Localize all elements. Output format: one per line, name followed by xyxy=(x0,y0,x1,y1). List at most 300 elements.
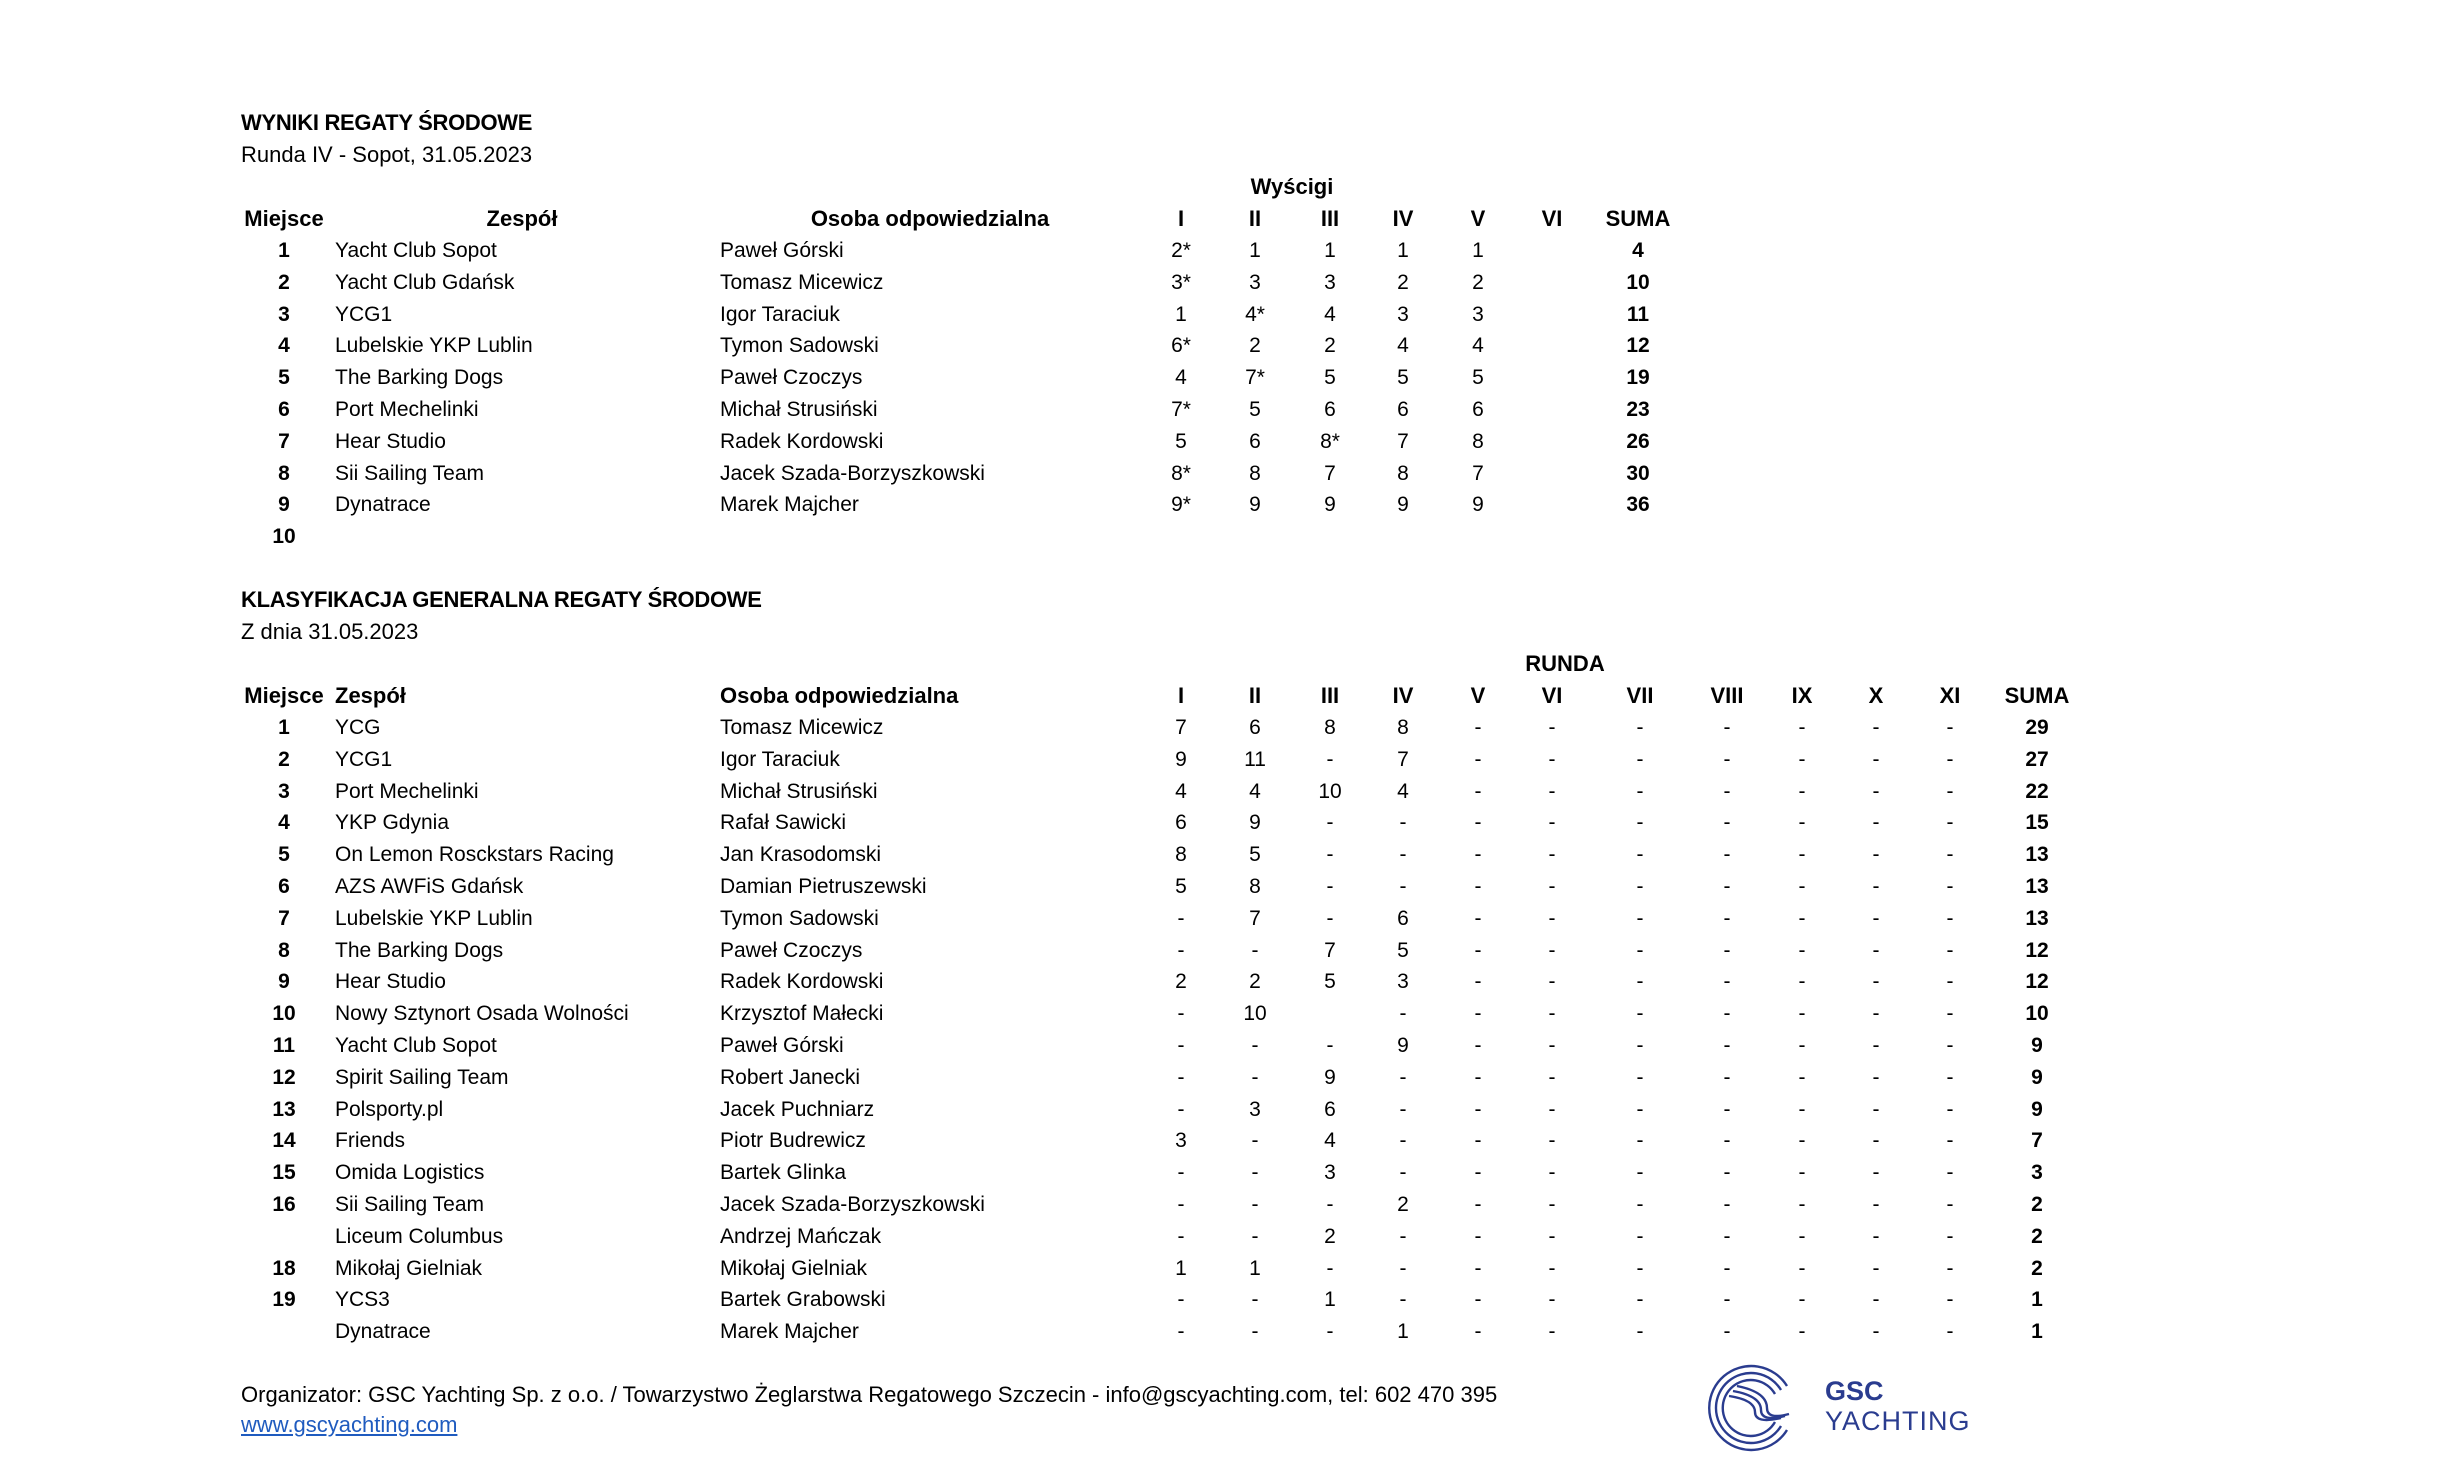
round-score-cell: - xyxy=(1399,843,1407,867)
sum-cell: 13 xyxy=(2025,906,2049,930)
round-score-cell: - xyxy=(1474,1002,1482,1026)
place-cell: 10 xyxy=(272,525,296,549)
round-score-cell: - xyxy=(1474,716,1482,739)
round-score-cell: - xyxy=(1548,1129,1556,1153)
place-cell: 3 xyxy=(278,779,290,803)
person-cell: Igor Taraciuk xyxy=(720,747,840,771)
col-header-team: Zespół xyxy=(486,206,558,231)
col-header-race: I xyxy=(1177,206,1185,231)
person-cell: Tymon Sadowski xyxy=(720,334,879,358)
race-score-cell: 1 xyxy=(1175,302,1187,326)
round-score-cell: - xyxy=(1723,747,1731,771)
round-score-cell: - xyxy=(1548,875,1556,898)
round-score-cell: - xyxy=(1474,1129,1482,1153)
round-score-cell: - xyxy=(1723,1193,1731,1216)
round-score-cell: - xyxy=(1177,1288,1185,1312)
round-score-cell: - xyxy=(1251,938,1259,962)
round-score-cell: 9 xyxy=(1175,747,1187,771)
col-header-round: III xyxy=(1320,683,1340,708)
round-score-cell: - xyxy=(1946,843,1954,867)
round-score-cell: 5 xyxy=(1397,938,1409,962)
round-score-cell: - xyxy=(1946,1320,1954,1344)
place-cell: 8 xyxy=(278,938,290,962)
logo-text-yachting: YACHTING xyxy=(1825,1406,1971,1436)
sum-cell: 10 xyxy=(1626,270,1650,294)
round-score-cell: - xyxy=(1548,1256,1556,1280)
round-score-cell: - xyxy=(1548,747,1556,771)
team-cell: Port Mechelinki xyxy=(335,398,479,421)
round-score-cell: - xyxy=(1636,1034,1644,1057)
round-score-cell: - xyxy=(1177,1161,1185,1185)
round-score-cell: - xyxy=(1177,1097,1185,1121)
team-cell: Dynatrace xyxy=(335,1320,431,1344)
round-score-cell: - xyxy=(1177,938,1185,962)
round-score-cell: 1 xyxy=(1324,1288,1336,1312)
place-cell: 7 xyxy=(278,429,290,453)
round-score-cell: - xyxy=(1474,1161,1482,1185)
round-score-cell: 11 xyxy=(1244,747,1266,771)
sum-cell: 26 xyxy=(1626,429,1650,453)
place-cell: 8 xyxy=(278,461,290,485)
round-score-cell: - xyxy=(1872,1193,1880,1216)
round-score-cell: - xyxy=(1326,1320,1334,1344)
race-score-cell: 7* xyxy=(1171,398,1191,421)
round-score-cell: - xyxy=(1636,747,1644,771)
round-score-cell: - xyxy=(1548,906,1556,930)
round-score-cell: - xyxy=(1636,1193,1644,1216)
round-score-cell: - xyxy=(1548,970,1556,994)
round-score-cell: - xyxy=(1872,843,1880,867)
sum-cell: 12 xyxy=(2025,970,2049,994)
round-score-cell: - xyxy=(1636,1161,1644,1185)
round-score-cell: - xyxy=(1636,875,1644,898)
round-score-cell: - xyxy=(1798,811,1806,835)
race-score-cell: 5 xyxy=(1397,366,1409,390)
sum-cell: 9 xyxy=(2031,1097,2043,1121)
round-score-cell: 7 xyxy=(1397,747,1409,771)
col-header-round: XI xyxy=(1939,683,1961,708)
person-cell: Jan Krasodomski xyxy=(720,843,882,867)
round-score-cell: 4 xyxy=(1324,1129,1336,1153)
team-cell: YCS3 xyxy=(335,1288,390,1312)
round-score-cell: - xyxy=(1636,779,1644,803)
round-score-cell: - xyxy=(1636,1065,1644,1089)
round-score-cell: - xyxy=(1474,1288,1482,1312)
round-score-cell: - xyxy=(1798,1129,1806,1153)
race-score-cell: 2 xyxy=(1249,334,1261,358)
round-score-cell: 6 xyxy=(1324,1097,1336,1121)
sum-cell: 2 xyxy=(2031,1193,2043,1216)
round-score-cell: - xyxy=(1946,875,1954,898)
round-score-cell: 1 xyxy=(1175,1256,1187,1280)
place-cell: 2 xyxy=(278,270,290,294)
race-score-cell: 8 xyxy=(1472,429,1484,453)
round-score-cell: - xyxy=(1251,1320,1259,1344)
sum-cell: 2 xyxy=(2031,1224,2043,1248)
person-cell: Radek Kordowski xyxy=(720,429,884,453)
round-score-cell: - xyxy=(1946,1256,1954,1280)
round-score-cell: - xyxy=(1798,1193,1806,1216)
sum-cell: 1 xyxy=(2031,1320,2043,1344)
round-score-cell: - xyxy=(1177,1002,1185,1026)
race-score-cell: 4* xyxy=(1245,302,1265,326)
round-score-cell: - xyxy=(1548,1065,1556,1089)
place-cell: 11 xyxy=(272,1034,296,1057)
round-score-cell: - xyxy=(1326,875,1334,898)
team-cell: YCG1 xyxy=(335,302,393,326)
sum-cell: 1 xyxy=(2031,1288,2043,1312)
col-header-round: IX xyxy=(1791,683,1813,708)
round-score-cell: - xyxy=(1798,970,1806,994)
round-score-cell: - xyxy=(1798,1320,1806,1344)
race-score-cell: 6* xyxy=(1171,334,1191,358)
col-header-round: VI xyxy=(1541,683,1563,708)
rounds-group-header: RUNDA xyxy=(1525,651,1605,676)
round-score-cell: - xyxy=(1872,1320,1880,1344)
round-score-cell: - xyxy=(1872,970,1880,994)
team-cell: Lubelskie YKP Lublin xyxy=(335,334,533,358)
round-score-cell: 5 xyxy=(1175,875,1187,898)
sum-cell: 4 xyxy=(1632,239,1644,262)
place-cell: 14 xyxy=(272,1129,296,1153)
round-score-cell: - xyxy=(1723,1161,1731,1185)
round-score-cell: - xyxy=(1723,843,1731,867)
round-score-cell: - xyxy=(1723,1129,1731,1153)
race-score-cell: 3 xyxy=(1472,302,1484,326)
race-score-cell: 6 xyxy=(1324,398,1336,421)
race-score-cell: 5 xyxy=(1324,366,1336,390)
place-cell: 16 xyxy=(272,1193,296,1216)
round-score-cell: - xyxy=(1177,1320,1185,1344)
round-score-cell: - xyxy=(1636,970,1644,994)
round-score-cell: 3 xyxy=(1397,970,1409,994)
round-score-cell: - xyxy=(1723,811,1731,835)
person-cell: Mikołaj Gielniak xyxy=(720,1256,868,1280)
round-score-cell: - xyxy=(1399,1065,1407,1089)
team-cell: YCG xyxy=(335,716,381,739)
round-score-cell: - xyxy=(1798,1161,1806,1185)
round-score-cell: - xyxy=(1177,906,1185,930)
round-score-cell: - xyxy=(1548,1288,1556,1312)
round-score-cell: - xyxy=(1872,1129,1880,1153)
person-cell: Marek Majcher xyxy=(720,1320,859,1344)
round-score-cell: - xyxy=(1723,1224,1731,1248)
race-score-cell: 7 xyxy=(1397,429,1409,453)
round-score-cell: - xyxy=(1798,938,1806,962)
place-cell: 4 xyxy=(278,811,290,835)
race-score-cell: 9 xyxy=(1249,493,1261,517)
website-link[interactable]: www.gscyachting.com xyxy=(241,1412,458,1437)
round-score-cell: - xyxy=(1251,1065,1259,1089)
team-cell: Yacht Club Sopot xyxy=(335,1034,497,1057)
round-score-cell: 10 xyxy=(1243,1002,1267,1026)
team-cell: YKP Gdynia xyxy=(335,811,450,835)
round-score-cell: 8 xyxy=(1249,875,1261,898)
sum-cell: 9 xyxy=(2031,1034,2043,1057)
race-score-cell: 7 xyxy=(1324,461,1336,485)
race-score-cell: 7* xyxy=(1245,366,1265,390)
round-score-cell: - xyxy=(1723,1320,1731,1344)
round-score-cell: - xyxy=(1636,1002,1644,1026)
round-score-cell: - xyxy=(1798,843,1806,867)
person-cell: Robert Janecki xyxy=(720,1065,861,1089)
race-score-cell: 1 xyxy=(1472,239,1484,262)
round-score-cell: - xyxy=(1798,1034,1806,1057)
sum-cell: 30 xyxy=(1626,461,1650,485)
round-score-cell: - xyxy=(1798,779,1806,803)
team-cell: Sii Sailing Team xyxy=(335,1193,485,1216)
round-score-cell: 8 xyxy=(1324,716,1336,739)
round-score-cell: - xyxy=(1946,1002,1954,1026)
round-score-cell: - xyxy=(1636,906,1644,930)
round-score-cell: 5 xyxy=(1249,843,1261,867)
round-score-cell: - xyxy=(1474,938,1482,962)
team-cell: Dynatrace xyxy=(335,493,431,517)
sum-cell: 7 xyxy=(2031,1129,2043,1153)
sum-cell: 13 xyxy=(2025,875,2049,898)
round-score-cell: 2 xyxy=(1249,970,1261,994)
sum-cell: 11 xyxy=(1626,302,1650,326)
round-score-cell: - xyxy=(1798,1288,1806,1312)
race-score-cell: 1 xyxy=(1397,239,1409,262)
col-header-sum: SUMA xyxy=(2004,683,2070,708)
round-score-cell: - xyxy=(1474,906,1482,930)
round-score-cell: 2 xyxy=(1397,1193,1409,1216)
sum-cell: 9 xyxy=(2031,1065,2043,1089)
round-score-cell: - xyxy=(1474,875,1482,898)
round-score-cell: - xyxy=(1548,843,1556,867)
round-score-cell: 3 xyxy=(1175,1129,1187,1153)
round-score-cell: - xyxy=(1946,1224,1954,1248)
person-cell: Marek Majcher xyxy=(720,493,859,517)
round-score-cell: - xyxy=(1872,1097,1880,1121)
col-header-round: I xyxy=(1177,683,1185,708)
round-score-cell: - xyxy=(1946,938,1954,962)
race-score-cell: 6 xyxy=(1249,429,1261,453)
place-cell: 12 xyxy=(272,1065,296,1089)
race-score-cell: 2* xyxy=(1171,239,1191,262)
round-score-cell: - xyxy=(1548,779,1556,803)
team-cell: The Barking Dogs xyxy=(335,938,504,962)
team-cell: YCG1 xyxy=(335,747,393,771)
person-cell: Radek Kordowski xyxy=(720,970,884,994)
round-score-cell: - xyxy=(1946,1193,1954,1216)
round-score-cell: - xyxy=(1251,1034,1259,1057)
place-cell: 9 xyxy=(278,493,290,517)
races-group-header: Wyścigi xyxy=(1250,174,1334,199)
round-score-cell: - xyxy=(1636,938,1644,962)
team-cell: Spirit Sailing Team xyxy=(335,1065,509,1089)
sum-cell: 12 xyxy=(1626,334,1650,358)
race-score-cell: 8 xyxy=(1397,461,1409,485)
person-cell: Paweł Górski xyxy=(720,239,844,262)
round-score-cell: - xyxy=(1326,906,1334,930)
round-score-cell: - xyxy=(1872,1288,1880,1312)
round-score-cell: - xyxy=(1946,906,1954,930)
round-score-cell: 5 xyxy=(1324,970,1336,994)
team-cell: On Lemon Rosckstars Racing xyxy=(335,843,614,867)
col-header-round: VII xyxy=(1626,683,1654,708)
round-score-cell: 4 xyxy=(1249,779,1261,803)
gsc-logo-icon xyxy=(1707,1360,1803,1456)
col-header-round: VIII xyxy=(1710,683,1744,708)
round-score-cell: - xyxy=(1872,1065,1880,1089)
col-header-race: IV xyxy=(1392,206,1414,231)
race-score-cell: 3* xyxy=(1171,270,1191,294)
general-subtitle: Z dnia 31.05.2023 xyxy=(241,619,419,644)
round-score-cell: - xyxy=(1399,1288,1407,1312)
race-score-cell: 4 xyxy=(1324,302,1336,326)
round-score-cell: - xyxy=(1399,1161,1407,1185)
race-score-cell: 4 xyxy=(1397,334,1409,358)
round-score-cell: - xyxy=(1723,1065,1731,1089)
place-cell: 13 xyxy=(272,1097,296,1121)
place-cell: 6 xyxy=(278,398,290,421)
race-score-cell: 1 xyxy=(1324,239,1336,262)
sum-cell: 3 xyxy=(2031,1161,2043,1185)
race-score-cell: 2 xyxy=(1324,334,1336,358)
sum-cell: 27 xyxy=(2025,747,2049,771)
sum-cell: 13 xyxy=(2025,843,2049,867)
round-score-cell: - xyxy=(1872,716,1880,739)
round-score-cell: - xyxy=(1872,875,1880,898)
race-score-cell: 6 xyxy=(1472,398,1484,421)
round-score-cell: - xyxy=(1946,1161,1954,1185)
round-score-cell: 7 xyxy=(1175,716,1187,739)
person-cell: Damian Pietruszewski xyxy=(720,875,927,898)
sum-cell: 36 xyxy=(1626,493,1650,517)
sum-cell: 22 xyxy=(2025,779,2049,803)
round-score-cell: - xyxy=(1474,1256,1482,1280)
col-header-round: IV xyxy=(1392,683,1414,708)
round-score-cell: 7 xyxy=(1324,938,1336,962)
round-score-cell: - xyxy=(1326,811,1334,835)
person-cell: Igor Taraciuk xyxy=(720,302,840,326)
round-score-cell: - xyxy=(1946,1097,1954,1121)
round-score-cell: - xyxy=(1636,716,1644,739)
place-cell: 9 xyxy=(278,970,290,994)
round-score-cell: - xyxy=(1251,1224,1259,1248)
place-cell: 5 xyxy=(278,366,290,390)
round-score-cell: - xyxy=(1326,1193,1334,1216)
col-header-person: Osoba odpowiedzialna xyxy=(720,683,959,708)
round-score-cell: - xyxy=(1946,747,1954,771)
race-score-cell: 9 xyxy=(1397,493,1409,517)
team-cell: Port Mechelinki xyxy=(335,779,479,803)
round-score-cell: - xyxy=(1946,1034,1954,1057)
team-cell: The Barking Dogs xyxy=(335,366,504,390)
col-header-race: VI xyxy=(1541,206,1563,231)
round-score-cell: - xyxy=(1636,1097,1644,1121)
round-score-cell: - xyxy=(1798,1256,1806,1280)
person-cell: Tomasz Micewicz xyxy=(720,270,884,294)
round-score-cell: - xyxy=(1723,875,1731,898)
person-cell: Rafał Sawicki xyxy=(720,811,847,835)
round-score-cell: - xyxy=(1326,1034,1334,1057)
col-header-round: V xyxy=(1470,683,1486,708)
round-score-cell: - xyxy=(1798,1065,1806,1089)
race-score-cell: 9 xyxy=(1472,493,1484,517)
round-score-cell: - xyxy=(1872,938,1880,962)
place-cell: 19 xyxy=(272,1288,296,1312)
round-score-cell: - xyxy=(1548,1002,1556,1026)
round-score-cell: - xyxy=(1872,1224,1880,1248)
round-score-cell: - xyxy=(1548,938,1556,962)
round-score-cell: - xyxy=(1474,779,1482,803)
round-score-cell: - xyxy=(1474,1034,1482,1057)
round-score-cell: - xyxy=(1474,843,1482,867)
round-score-cell: - xyxy=(1548,716,1556,739)
round-score-cell: 2 xyxy=(1324,1224,1336,1248)
col-header-race: III xyxy=(1320,206,1340,231)
race-score-cell: 3 xyxy=(1249,270,1261,294)
person-cell: Tymon Sadowski xyxy=(720,906,879,930)
round-score-cell: - xyxy=(1474,1224,1482,1248)
col-header-round: X xyxy=(1868,683,1884,708)
round-score-cell: - xyxy=(1177,1065,1185,1089)
round-score-cell: 6 xyxy=(1175,811,1187,835)
race-score-cell: 9 xyxy=(1324,493,1336,517)
place-cell: 4 xyxy=(278,334,290,358)
round-score-cell: - xyxy=(1872,747,1880,771)
logo-text-gsc: GSC xyxy=(1825,1376,1884,1406)
team-cell: Sii Sailing Team xyxy=(335,461,485,485)
round-score-cell: - xyxy=(1326,747,1334,771)
team-cell: Yacht Club Sopot xyxy=(335,239,497,262)
round-score-cell: - xyxy=(1636,1320,1644,1344)
person-cell: Paweł Czoczys xyxy=(720,366,863,390)
round-score-cell: - xyxy=(1548,1034,1556,1057)
person-cell: Krzysztof Małecki xyxy=(720,1002,884,1026)
col-header-team: Zespół xyxy=(335,683,406,708)
race-score-cell: 5 xyxy=(1175,429,1187,453)
race-score-cell: 3 xyxy=(1397,302,1409,326)
col-header-race: II xyxy=(1248,206,1262,231)
race-score-cell: 6 xyxy=(1397,398,1409,421)
round-score-cell: - xyxy=(1946,716,1954,739)
team-cell: Nowy Sztynort Osada Wolności xyxy=(335,1002,629,1026)
round-score-cell: - xyxy=(1399,1002,1407,1026)
race-score-cell: 8 xyxy=(1249,461,1261,485)
general-title: KLASYFIKACJA GENERALNA REGATY ŚRODOWE xyxy=(241,587,762,612)
place-cell: 1 xyxy=(278,716,290,739)
round-score-cell: - xyxy=(1548,1224,1556,1248)
round-score-cell: - xyxy=(1872,1256,1880,1280)
col-header-place: Miejsce xyxy=(244,683,324,708)
place-cell: 2 xyxy=(278,747,290,771)
round-score-cell: - xyxy=(1723,1002,1731,1026)
race-score-cell: 2 xyxy=(1397,270,1409,294)
person-cell: Jacek Szada-Borzyszkowski xyxy=(720,461,985,485)
round-score-cell: - xyxy=(1474,970,1482,994)
round-score-cell: - xyxy=(1798,1224,1806,1248)
person-cell: Paweł Górski xyxy=(720,1034,844,1057)
round-score-cell: 6 xyxy=(1397,906,1409,930)
round-score-cell: 9 xyxy=(1324,1065,1336,1089)
round-score-cell: - xyxy=(1636,1288,1644,1312)
round-score-cell: - xyxy=(1548,1193,1556,1216)
round-score-cell: 6 xyxy=(1249,716,1261,739)
round-score-cell: - xyxy=(1723,1034,1731,1057)
round-score-cell: - xyxy=(1723,938,1731,962)
round-score-cell: - xyxy=(1399,875,1407,898)
team-cell: Hear Studio xyxy=(335,429,446,453)
sum-cell: 29 xyxy=(2025,716,2049,739)
col-header-sum: SUMA xyxy=(1605,206,1671,231)
team-cell: Friends xyxy=(335,1129,406,1153)
round-score-cell: - xyxy=(1548,1161,1556,1185)
organizer-text: Organizator: GSC Yachting Sp. z o.o. / Towarzystwo Żeglarstwa Regatowego Szczecin - info@gscyachting.com, tel: 602 470 395 xyxy=(241,1382,1498,1407)
